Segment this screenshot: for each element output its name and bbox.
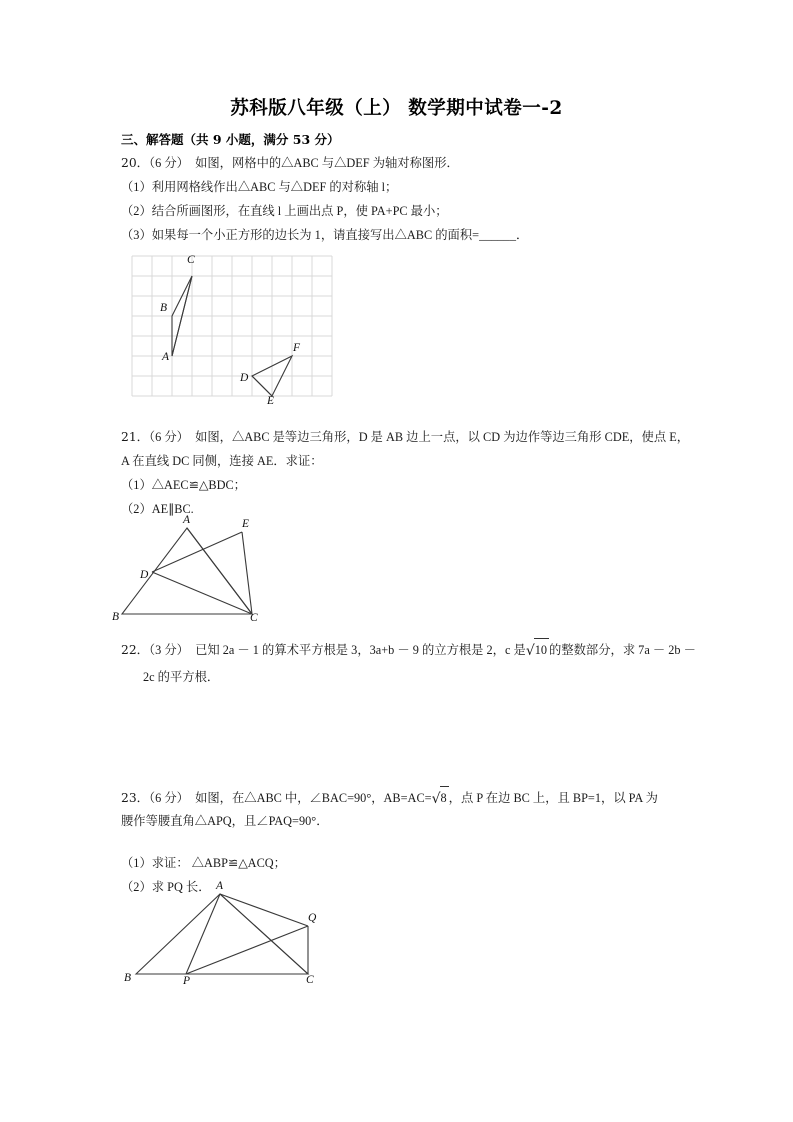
sqrt-icon: √ [431, 791, 441, 807]
question-23-radicand: 8 [440, 786, 449, 810]
question-23-score: （6 分） [148, 791, 189, 805]
figure-20-label-F: F [293, 342, 301, 354]
figure-23-label-P: P [183, 975, 191, 987]
question-21-text-line1: 如图，△ABC 是等边三角形，D 是 AB 边上一点，以 CD 为边作等边三角形 CDE，使点 E， [195, 430, 690, 444]
figure-21-label-C: C [250, 612, 258, 624]
figure-question-23 [122, 880, 382, 994]
figure-21-label-D: D [140, 569, 149, 581]
question-21-part-2: （2）AE∥BC. [121, 502, 194, 516]
figure-20-label-A: A [162, 351, 170, 363]
question-21-number: 21． [121, 430, 149, 444]
question-22-text-post: 的整数部分，求 7a － 2b － [549, 643, 696, 657]
question-20-part-2: （2）结合所画图形，在直线 l 上画出点 P，使 PA+PC 最小； [121, 204, 448, 218]
question-22-text-pre: 已知 2a － 1 的算术平方根是 3，3a+b － 9 的立方根是 2，c 是 [195, 643, 526, 657]
question-21-part-1: （1）△AEC≌△BDC； [121, 478, 246, 492]
figure-question-21 [112, 516, 362, 626]
question-23-text-pre: 如图，在△ABC 中，∠BAC=90°，AB=AC= [195, 791, 432, 805]
figure-21-label-E: E [242, 518, 250, 530]
question-21-lead-line1 [121, 426, 701, 449]
figure-23-label-A: A [216, 880, 224, 892]
page-title: 苏科版八年级（上） 数学期中试卷一-2 [230, 98, 563, 119]
question-20-lead [121, 152, 721, 175]
figure-20-label-B: B [160, 302, 168, 314]
figure-21-label-A: A [183, 514, 191, 526]
figure-20-label-C: C [187, 254, 195, 266]
figure-21-label-B: B [112, 611, 120, 623]
question-23-part-2: （2）求 PQ 长． [121, 880, 211, 894]
figure-20-label-E: E [267, 395, 275, 407]
triangle-abp-acq-shape [136, 894, 308, 974]
question-23-line1 [121, 786, 721, 811]
question-20-number: 20． [121, 156, 149, 170]
question-23-part-1: （1）求证： △ABP≌△ACQ； [121, 856, 286, 870]
question-20-part-3: （3）如果每一个小正方形的边长为 1，请直接写出△ABC 的面积=______． [121, 228, 529, 242]
grid-lines [132, 256, 332, 396]
figure-20-label-D: D [240, 372, 249, 384]
question-22-line1 [121, 638, 711, 663]
question-23-number: 23． [121, 791, 149, 805]
question-23-line2: 腰作等腰直角△APQ，且∠PAQ=90°． [121, 814, 329, 828]
question-22-score: （3 分） [148, 643, 189, 657]
question-21-score: （6 分） [148, 430, 189, 444]
question-20-text: 如图，网格中的△ABC 与△DEF 为轴对称图形． [195, 156, 459, 170]
figure-23-label-C: C [306, 974, 314, 986]
figure-23-label-B: B [124, 972, 132, 984]
question-20-score: （6 分） [148, 156, 189, 170]
question-22-line2: 2c 的平方根． [143, 670, 220, 684]
question-23-text-post: ，点 P 在边 BC 上，且 BP=1，以 PA 为 [448, 791, 658, 805]
question-22-radicand: 10 [534, 638, 549, 662]
question-22-number: 22． [121, 643, 149, 657]
section-heading: 三、解答题（共 9 小题，满分 53 分） [121, 132, 340, 147]
figure-23-label-Q: Q [308, 912, 317, 924]
sqrt-icon: √ [525, 643, 535, 659]
question-20-part-1: （1）利用网格线作出△ABC 与△DEF 的对称轴 l； [121, 180, 398, 194]
question-21-lead-line2: A 在直线 DC 同侧，连接 AE．求证： [121, 454, 323, 468]
figure-question-20 [127, 248, 367, 418]
